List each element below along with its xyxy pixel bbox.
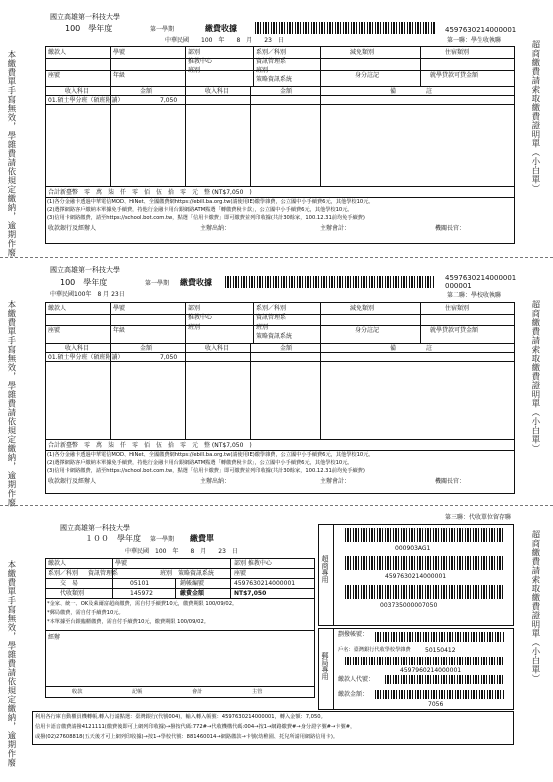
item-1-amount: 7,050 xyxy=(160,97,178,104)
barcode-shop-2 xyxy=(345,556,505,570)
col-supervisor: 主管 xyxy=(252,689,263,695)
reduction-label: 減免類別 xyxy=(350,49,375,56)
date-line-2: 中華民國100年 8 月 23日 xyxy=(50,291,125,298)
date-line-3: 中華民國 100 年 8 月 23 日 xyxy=(125,548,238,555)
dept-label-2: 部別 xyxy=(188,305,201,312)
col-income-item-2b: 收入科目 xyxy=(205,345,230,352)
cashier-label-2: 主辦出納： xyxy=(200,478,231,485)
post-amount-label: 繳款金額： xyxy=(338,691,369,698)
left-side-notice-2: 本繳費單手寫無效，學雜費請依規定繳納，逾期作廢 xyxy=(5,300,16,507)
payer-label-2: 繳款人 xyxy=(48,305,67,312)
cashier-label: 主辦出納： xyxy=(200,225,231,232)
col-income-item: 收入科目 xyxy=(65,88,90,95)
col-remark-b: 備 註 xyxy=(390,345,433,352)
pay-no-value: 4597630214000001 xyxy=(234,580,296,587)
class-label-2: 班別 xyxy=(188,324,201,331)
footer-1: 利用各行庫自動櫃員機轉帳,轉入行請點選：臺灣銀行(代號004)，輸入轉入帳號：4597630214000001，轉入金額：7,050。 xyxy=(35,714,326,720)
class-label-3: 班別 xyxy=(160,570,173,577)
residence-label: 住宿類別 xyxy=(445,49,470,56)
stamp-label-3: 經辦 xyxy=(48,634,61,641)
deadline-1: *金家、統一、OK及萊爾富超商繳費，需自付手續費10元，繳費期限 100/09/02。 xyxy=(47,601,238,607)
student-id-label: 學號 xyxy=(113,49,126,56)
payment-number-2b: 000001 xyxy=(445,282,472,290)
head-label-2: 機關長官： xyxy=(435,478,466,485)
pay-no-label: 銷帳編號 xyxy=(180,580,205,587)
footer-2: 信用卡語音繳費請撥4121111(繳費後即可上網列印收據)→撥按代碼:772#→代收機構代碼:004→按1→網路繳費#→身分證字號#→卡號#， xyxy=(35,724,356,730)
barcode-post-2 xyxy=(345,657,505,665)
col-book: 記帳 xyxy=(132,689,143,695)
barcode-post-4 xyxy=(375,690,505,699)
academic-year-2: 100 學年度 xyxy=(60,278,108,287)
item-1: 01.碩士學分班（碩班附讀） xyxy=(48,97,124,104)
post-amount-value: 7056 xyxy=(428,701,444,708)
total-line-2: 合計新臺幣 零 萬 柒 仟 零 佰 伍 拾 零 元 整 (NT$7,050 ) xyxy=(48,442,252,449)
amount-label: 繳費金額 xyxy=(180,590,205,597)
col-amount-2b: 金額 xyxy=(280,345,293,352)
col-remark: 備 註 xyxy=(390,88,433,95)
col-amount-b: 金額 xyxy=(140,345,153,352)
identity-label: 身分註記 xyxy=(355,72,380,79)
item-1b-amount: 7,050 xyxy=(160,354,178,361)
right-side-notice: 超商繳費請索取繳費證明單（小白單） xyxy=(529,40,540,193)
school-name-2: 國立高雄第一科技大學 xyxy=(50,266,120,274)
barcode-shop-2-text: 4597630214000001 xyxy=(385,573,447,580)
right-side-notice-2: 超商繳費請索取繳費證明單（小白單） xyxy=(529,300,540,453)
major-value: 資訊管理系 xyxy=(256,58,287,65)
col-accounting: 會計 xyxy=(192,689,203,695)
barcode xyxy=(255,22,435,34)
trans-label: 交 易 xyxy=(60,580,79,587)
deadline-2: *郵局繳費，需自付手續費10元。 xyxy=(47,610,124,616)
post-payer-label: 繳款人代號： xyxy=(338,676,375,683)
dept-value-3: 部別 推教中心 xyxy=(234,560,272,567)
transfer-value: 50150412 xyxy=(425,647,456,654)
academic-year-3: １００ 學年度 xyxy=(85,534,141,543)
note-2b: (2)選擇網路客戶繳納本單據免手續費，持他行金融卡用台銀網路ATM點選「轉繳費稅卡款」，公立國中小手續費6元，其他學校10元。 xyxy=(47,460,353,466)
stamp-label-2: 收款銀行及經辦人 xyxy=(48,478,97,485)
major-value-3: 資訊管理系 xyxy=(88,570,119,577)
school-name-3: 國立高雄第一科技大學 xyxy=(60,524,130,532)
payment-number-2a: 4597630214000001 xyxy=(445,274,517,282)
date-line: 中華民國 100 年 8 月 23 日 xyxy=(165,37,284,44)
semester: 第一學期 xyxy=(150,26,175,33)
dept-value-2: 推教中心 xyxy=(188,314,213,321)
class-value-2: 班別 xyxy=(256,324,269,331)
class-name: 策略資訊系統 xyxy=(256,76,293,83)
footer-3: 或撥(02)27608818(五天後才可上網列印收據)→按1→學校代號：881460014→網路繳款→卡號(幼稚園、托兒所請用網路信用卡)。 xyxy=(35,734,339,740)
seat-label-2: 座號 xyxy=(48,327,61,334)
academic-year: 100 學年度 xyxy=(65,24,113,33)
transfer-label: 劃撥帳號： xyxy=(338,631,369,638)
copy-label: 第一聯：學生收執聯 xyxy=(447,37,502,44)
semester-3: 第一學期 xyxy=(150,536,175,543)
barcode-post-3 xyxy=(385,675,505,684)
note-3b: (3)信用卡網路繳費，請至https://school.bot.com.tw，點選「信用卡繳費」即可繳費並列印收據(共計30餘家，100.12.31前均免手續費) xyxy=(47,468,365,474)
agency-value: 145972 xyxy=(130,590,153,597)
left-side-notice-3: 本繳費單手寫無效，學雜費請依規定繳納，逾期作廢 xyxy=(5,560,16,767)
dept-value: 推教中心 xyxy=(188,58,213,65)
loan-label-2: 就學貸款可貸金額 xyxy=(430,327,479,334)
semester-2: 第一學期 xyxy=(145,280,170,287)
trans-value: 05101 xyxy=(130,580,150,587)
post-payer-value: 4597960214000001 xyxy=(400,667,462,674)
payment-slip-table xyxy=(45,558,315,698)
amount-value: NT$7,050 xyxy=(234,590,267,597)
post-label: 郵局專用 xyxy=(321,652,329,680)
identity-label-2: 身分註記 xyxy=(355,327,380,334)
class-label: 班別 xyxy=(188,67,201,74)
note-1b: (1)各分金融卡透過中華電信MOD、HiNet、全國繳費網https://ebill.ba.org.tw(請使用IE)繳學雜費，公立國中小手續費6元，其他學校10元。 xyxy=(47,452,374,458)
payer-label-3: 繳款人 xyxy=(48,560,67,567)
student-id-label-2: 學號 xyxy=(113,305,126,312)
loan-label: 就學貸款可貸金額 xyxy=(430,72,479,79)
payer-label: 繳款人 xyxy=(48,49,67,56)
student-id-label-3: 學號 xyxy=(115,560,128,567)
doc-title-3: 繳費單 xyxy=(190,534,214,543)
head-label: 機關長官： xyxy=(435,225,466,232)
copy-label-2: 第二聯：學校收執聯 xyxy=(447,292,502,299)
residence-label-2: 住宿類別 xyxy=(445,305,470,312)
col-amount: 金額 xyxy=(140,88,153,95)
grade-label: 年級 xyxy=(113,72,126,79)
item-1b: 01.碩士學分班（碩班附讀） xyxy=(48,354,124,361)
major-label: 系別／科別 xyxy=(256,49,287,56)
accountant-label-2: 主辦會計： xyxy=(320,478,351,485)
class-value: 班別 xyxy=(256,67,269,74)
barcode-shop-3 xyxy=(345,585,505,599)
seat-label: 座號 xyxy=(48,72,61,79)
barcode-shop-1-text: 000903AG1 xyxy=(395,545,431,552)
right-side-notice-3: 超商繳費請索取繳費證明單（小白單） xyxy=(529,530,540,683)
class-name-2: 策略資訊系統 xyxy=(256,333,293,340)
major-label-3: 系別／科別 xyxy=(48,570,79,577)
school-name: 國立高雄第一科技大學 xyxy=(50,13,120,21)
col-income-item-2: 收入科目 xyxy=(205,88,230,95)
doc-title-2: 繳費收據 xyxy=(180,278,212,287)
grade-label-2: 年級 xyxy=(113,327,126,334)
barcode-shop-3-text: 003735000007050 xyxy=(380,602,438,609)
note-3: (3)信用卡網路繳費，請至https://school.bot.com.tw，點選「信用卡繳費」即可繳費並列印收據(共計30餘家，100.12.31前均免手續費) xyxy=(47,215,365,221)
barcode-2 xyxy=(225,276,435,288)
total-line: 合計新臺幣 零 萬 柒 仟 零 佰 伍 拾 零 元 整 (NT$7,050 ) xyxy=(48,189,252,196)
agency-label: 代收類別 xyxy=(60,590,85,597)
left-side-notice: 本繳費單手寫無效，學雜費請依規定繳納，逾期作廢 xyxy=(5,50,16,257)
payment-number: 4597630214000001 xyxy=(445,26,517,34)
note-2: (2)選擇網路客戶繳納本單據免手續費，持他行金融卡用台銀網路ATM點選「轉繳費稅卡款」，公立國中小手續費6元，其他學校10元。 xyxy=(47,207,353,213)
copy-label-3: 第三聯：代收單位留存聯 xyxy=(445,514,512,521)
reduction-label-2: 減免類別 xyxy=(350,305,375,312)
stamp-label: 收款銀行及經辦人 xyxy=(48,225,97,232)
major-value-2: 資訊管理系 xyxy=(256,314,287,321)
transfer-account-name: 戶名：臺灣銀行代收學校學雜費 xyxy=(338,647,411,653)
col-income-item-b: 收入科目 xyxy=(65,345,90,352)
col-amount-2: 金額 xyxy=(280,88,293,95)
shop-label: 超商專用 xyxy=(321,555,329,583)
dept-label: 部別 xyxy=(188,49,201,56)
doc-title: 繳費收據 xyxy=(205,24,237,33)
class-value-3: 策略資訊系統 xyxy=(178,570,215,577)
col-receive: 收款 xyxy=(72,689,83,695)
barcode-shop-1 xyxy=(345,528,505,542)
major-label-2: 系別／科別 xyxy=(256,305,287,312)
seat-label-3: 座號 xyxy=(234,570,247,577)
note-1: (1)各分金融卡透過中華電信MOD、HiNet、全國繳費網https://ebill.ba.org.tw(請使用IE)繳學雜費，公立國中小手續費6元，其他學校10元。 xyxy=(47,199,374,205)
deadline-3: *本單據至台銀臨櫃繳費，需自付手續費10元，繳費期限 100/09/02。 xyxy=(47,619,209,625)
accountant-label: 主辦會計： xyxy=(320,225,351,232)
barcode-post-1 xyxy=(375,632,505,642)
